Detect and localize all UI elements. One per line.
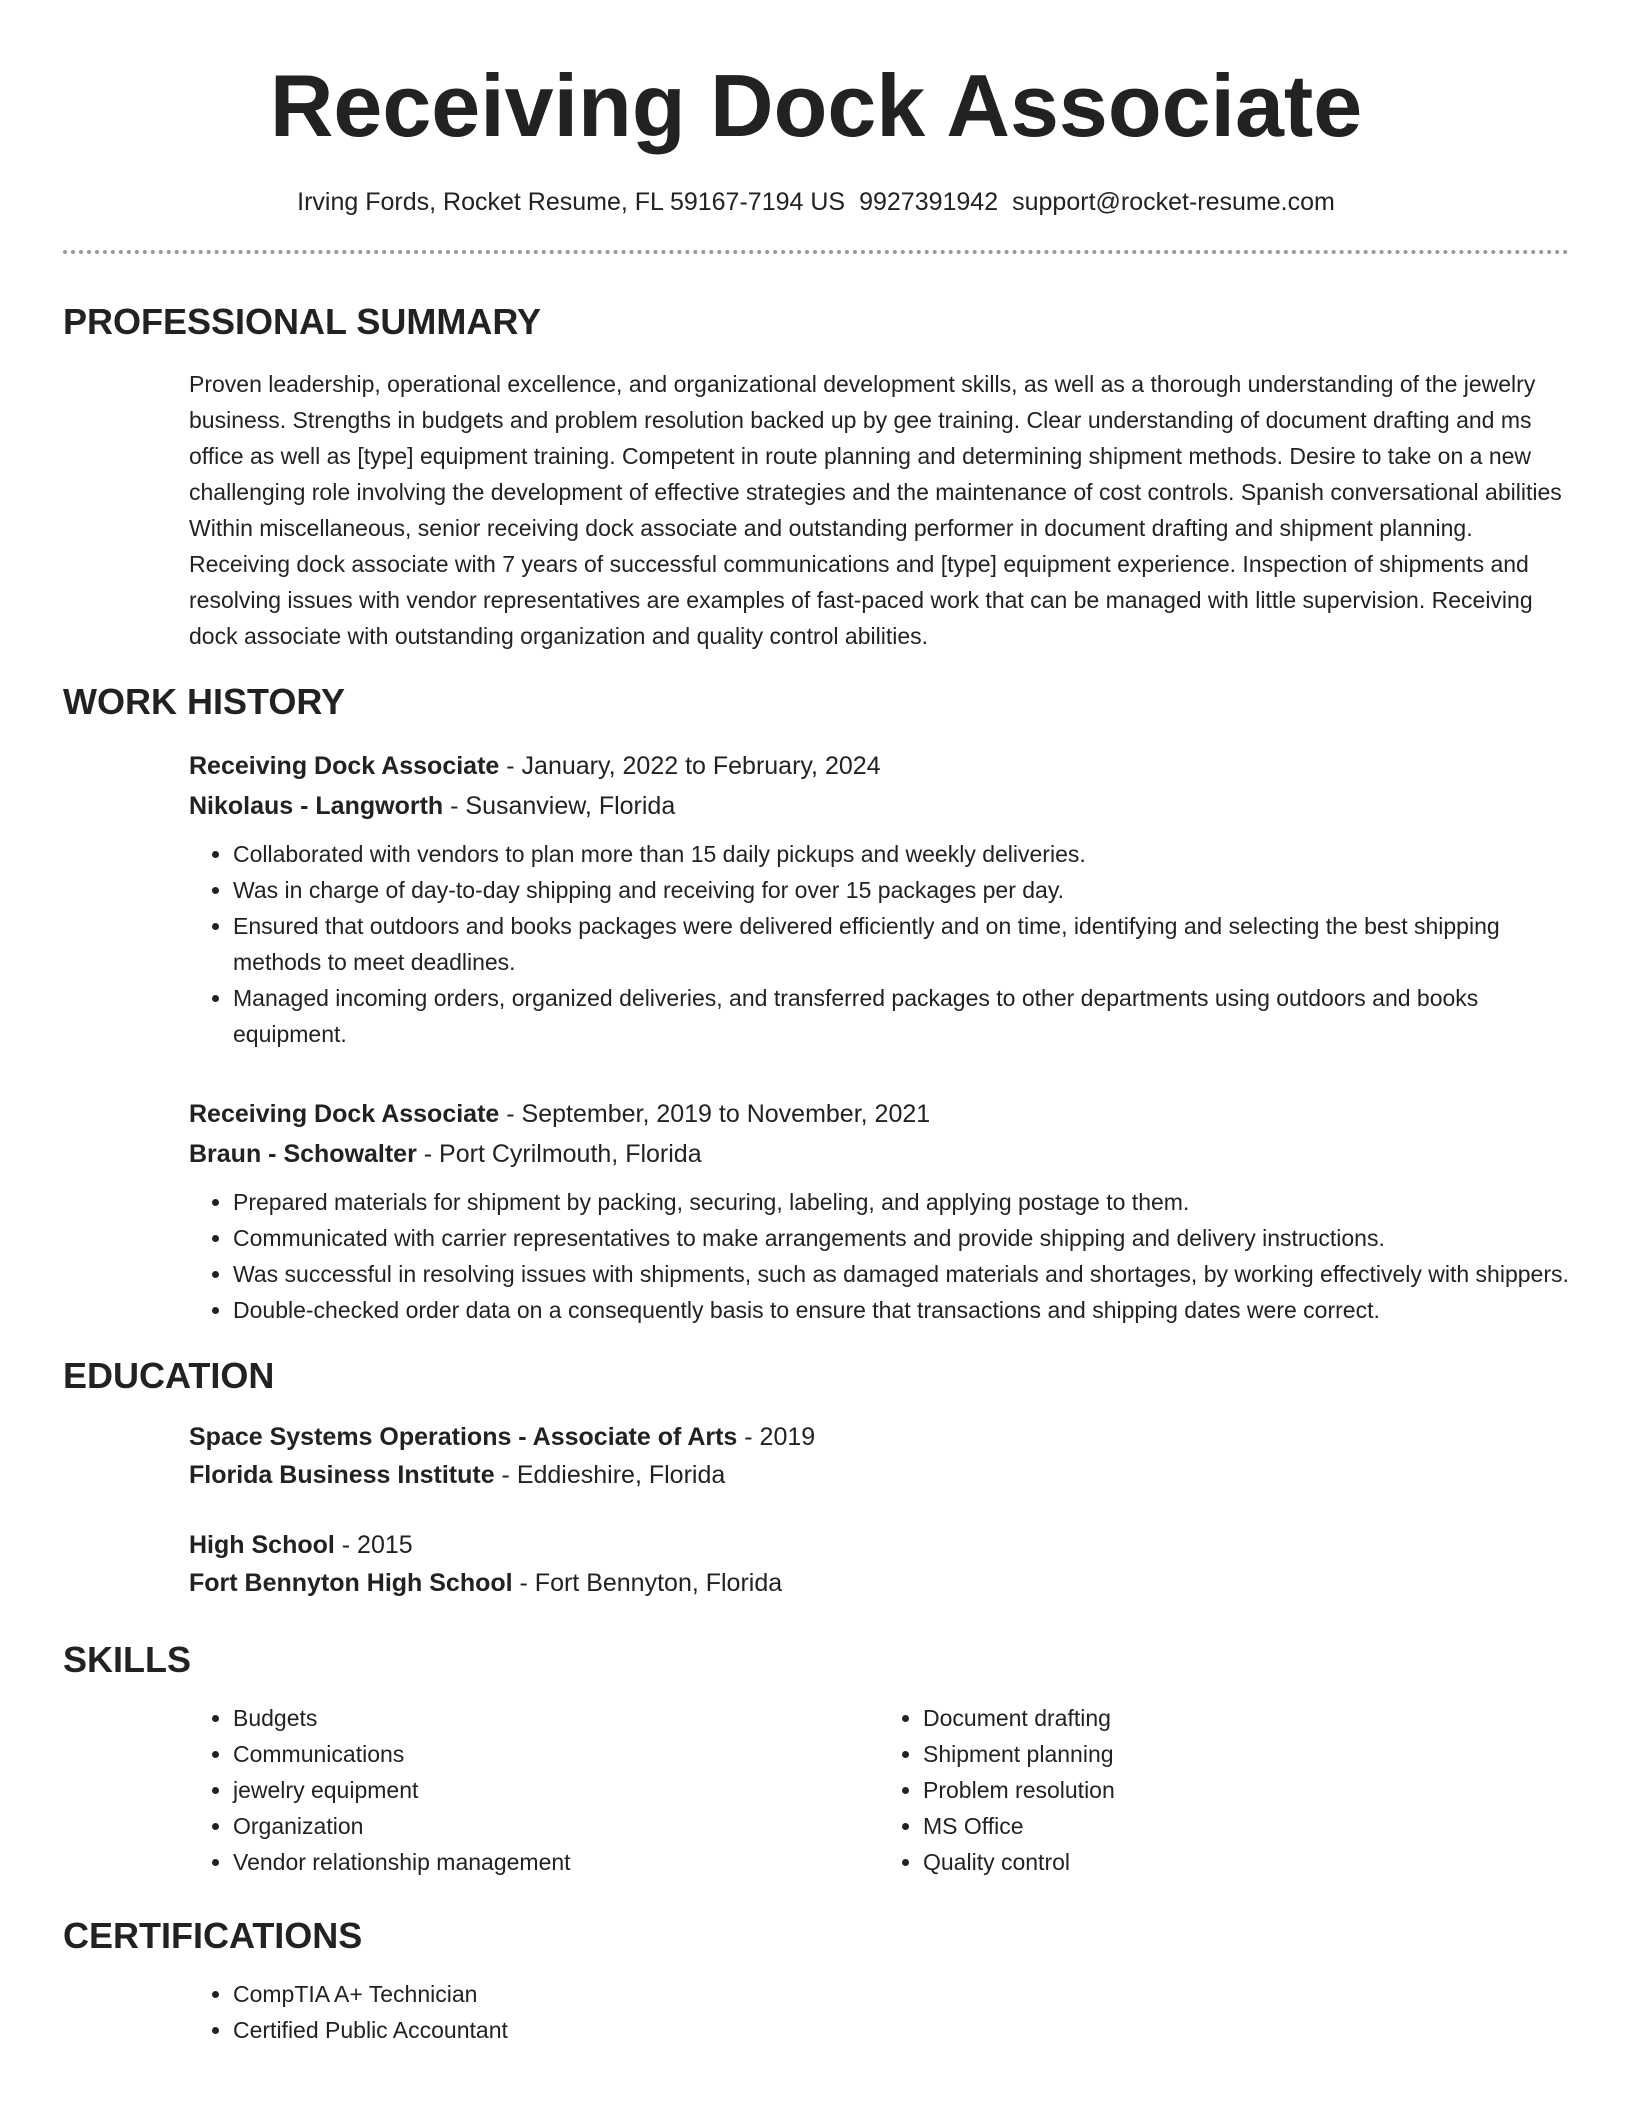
job-bullet: • Was in charge of day-to-day shipping and receiving for over 15 packages per day. — [233, 872, 1569, 908]
job-bullet: • Prepared materials for shipment by packing, securing, labeling, and applying postage to them. — [233, 1184, 1569, 1220]
skills-column-left — [189, 1700, 879, 1880]
education-year: - 2019 — [737, 1423, 816, 1451]
skills-heading: SKILLS — [63, 1639, 192, 1680]
job-bullets — [189, 1184, 1569, 1328]
certification-item: • Certified Public Accountant — [233, 2012, 1569, 2048]
job-bullet: • Ensured that outdoors and books packages were delivered efficiently and on time, identifying and selecting the best shipping methods to meet deadlines. — [233, 908, 1569, 980]
job-bullet: • Collaborated with vendors to plan more than 15 daily pickups and weekly deliveries. — [233, 836, 1569, 872]
job-role-line — [189, 1094, 1569, 1134]
job-bullet: • Double-checked order data on a consequently basis to ensure that transactions and shipping dates were correct. — [233, 1292, 1569, 1328]
summary-heading: PROFESSIONAL SUMMARY — [63, 301, 542, 342]
job-dates: - January, 2022 to February, 2024 — [499, 752, 881, 780]
skill-item: • Shipment planning — [923, 1736, 1569, 1772]
job-company-line — [189, 786, 1569, 826]
education-location: - Fort Bennyton, Florida — [512, 1569, 783, 1597]
skill-item: • jewelry equipment — [233, 1772, 879, 1808]
skill-item: • Budgets — [233, 1700, 879, 1736]
job-bullets — [189, 836, 1569, 1052]
skill-item: • MS Office — [923, 1808, 1569, 1844]
certifications-heading: CERTIFICATIONS — [63, 1915, 363, 1956]
resume-name: Receiving Dock Associate — [269, 56, 1363, 155]
job-company: Nikolaus - Langworth — [189, 792, 444, 820]
education-school-line — [189, 1456, 1569, 1494]
education-year: - 2015 — [334, 1531, 413, 1559]
education-degree-line — [189, 1526, 1569, 1564]
skill-item: • Vendor relationship management — [233, 1844, 879, 1880]
work-history-heading: WORK HISTORY — [63, 681, 346, 722]
job-dates: - September, 2019 to November, 2021 — [499, 1100, 931, 1128]
education-degree: Space Systems Operations - Associate of Arts — [189, 1423, 738, 1451]
education-entry — [189, 1418, 1569, 1494]
skill-item: • Organization — [233, 1808, 879, 1844]
job-company: Braun - Schowalter — [189, 1140, 417, 1168]
job-entry — [189, 746, 1569, 1052]
skill-item: • Document drafting — [923, 1700, 1569, 1736]
certifications-list — [189, 1976, 1569, 2048]
job-role-line — [189, 746, 1569, 786]
summary-text: Proven leadership, operational excellence, and organizational development skills, as well as a thorough understanding of the jewelry business. Strengths in budgets and problem resolution backed up by gee training. Clear understanding of document drafting and ms office as well as [type] equipment training. Competent in route planning and determining shipment methods. Desire to take on a new challenging role involving the development of effective strategies and the maintenance of cost controls. Spanish conversational abilities Within miscellaneous, senior receiving dock associate and outstanding performer in document drafting and shipment planning. Receiving dock associate with 7 years of successful communications and [type] equipment experience. Inspection of shipments and resolving issues with vendor representatives are examples of fast-paced work that can be managed with little supervision. Receiving dock associate with outstanding organization and quality control abilities. — [189, 371, 1562, 649]
contact-line — [63, 186, 1569, 218]
contact-email: support@rocket-resume.com — [1012, 188, 1335, 216]
skill-item: • Quality control — [923, 1844, 1569, 1880]
skill-item: • Problem resolution — [923, 1772, 1569, 1808]
job-bullet: • Managed incoming orders, organized deliveries, and transferred packages to other departments using outdoors and books equipment. — [233, 980, 1569, 1052]
education-heading: EDUCATION — [63, 1355, 275, 1396]
education-degree-line — [189, 1418, 1569, 1456]
job-entry — [189, 1094, 1569, 1328]
education-degree: High School — [189, 1531, 335, 1559]
skills-column-right — [879, 1700, 1569, 1880]
skills-list — [189, 1700, 1569, 1880]
job-title: Receiving Dock Associate — [189, 1100, 500, 1128]
job-title: Receiving Dock Associate — [189, 752, 500, 780]
job-bullet: • Communicated with carrier representatives to make arrangements and provide shipping and delivery instructions. — [233, 1220, 1569, 1256]
education-entry — [189, 1526, 1569, 1602]
header-divider — [63, 250, 1569, 254]
contact-phone: 9927391942 — [859, 188, 999, 216]
education-school: Florida Business Institute — [189, 1461, 495, 1489]
job-location: - Port Cyrilmouth, Florida — [416, 1140, 702, 1168]
job-bullet: • Was successful in resolving issues with shipments, such as damaged materials and shortages, by working effectively with shippers. — [233, 1256, 1569, 1292]
job-company-line — [189, 1134, 1569, 1174]
skill-item: • Communications — [233, 1736, 879, 1772]
contact-address: Irving Fords, Rocket Resume, FL 59167-7194 US — [297, 188, 846, 216]
education-school-line — [189, 1564, 1569, 1602]
certification-item: • CompTIA A+ Technician — [233, 1976, 1569, 2012]
education-location: - Eddieshire, Florida — [494, 1461, 726, 1489]
job-location: - Susanview, Florida — [443, 792, 676, 820]
education-school: Fort Bennyton High School — [189, 1569, 513, 1597]
